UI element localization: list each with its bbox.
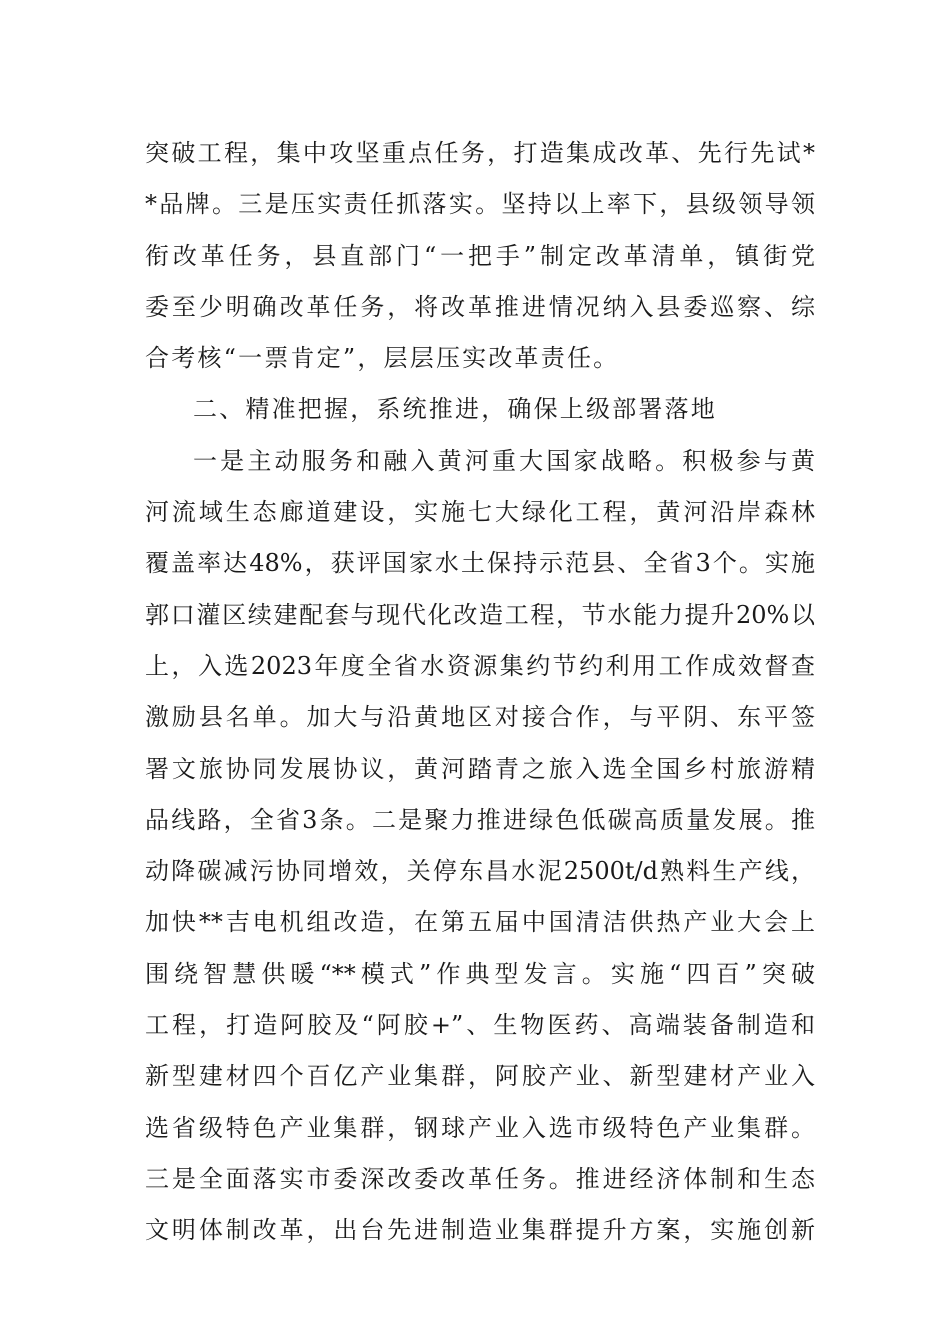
- section-heading: 二、精准把握，系统推进，确保上级部署落地: [193, 395, 717, 424]
- text-line: 三是全面落实市委深改委改革任务。推进经济体制和生态: [145, 1164, 815, 1193]
- text-line: 选省级特色产业集群，钢球产业入选市级特色产业集群。: [145, 1113, 815, 1142]
- text-line: 合考核“一票肯定”，层层压实改革责任。: [145, 344, 620, 373]
- text-line: 文明体制改革，出台先进制造业集群提升方案，实施创新: [145, 1216, 815, 1245]
- text-line: 激励县名单。加大与沿黄地区对接合作，与平阴、东平签: [145, 703, 815, 732]
- document-body: [145, 128, 815, 1257]
- text-line: 动降碳减污协同增效，关停东昌水泥2500t/d熟料生产线，: [145, 857, 815, 886]
- text-line: 新型建材四个百亿产业集群，阿胶产业、新型建材产业入: [145, 1062, 815, 1091]
- text-line: 河流域生态廊道建设，实施七大绿化工程，黄河沿岸森林: [145, 498, 815, 527]
- text-line: 覆盖率达48%，获评国家水土保持示范县、全省3个。实施: [145, 549, 815, 578]
- text-line: 加快**吉电机组改造，在第五届中国清洁供热产业大会上: [145, 908, 815, 937]
- text-line: 郭口灌区续建配套与现代化改造工程，节水能力提升20%以: [145, 600, 815, 629]
- text-line: *品牌。三是压实责任抓落实。坚持以上率下，县级领导领: [145, 190, 815, 219]
- text-line: 工程，打造阿胶及“阿胶+”、生物医药、高端装备制造和: [145, 1011, 815, 1040]
- text-line: 衔改革任务，县直部门“一把手”制定改革清单，镇街党: [145, 241, 815, 270]
- text-line: 围绕智慧供暖“**模式”作典型发言。实施“四百”突破: [145, 959, 815, 988]
- text-line: 品线路，全省3条。二是聚力推进绿色低碳高质量发展。推: [145, 805, 815, 834]
- text-line: 突破工程，集中攻坚重点任务，打造集成改革、先行先试*: [145, 139, 815, 167]
- text-line: 上，入选2023年度全省水资源集约节约利用工作成效督查: [145, 651, 815, 680]
- text-line: 委至少明确改革任务，将改革推进情况纳入县委巡察、综: [145, 292, 815, 321]
- text-line: 署文旅协同发展协议，黄河踏青之旅入选全国乡村旅游精: [145, 754, 815, 783]
- text-line: 一是主动服务和融入黄河重大国家战略。积极参与黄: [193, 446, 815, 475]
